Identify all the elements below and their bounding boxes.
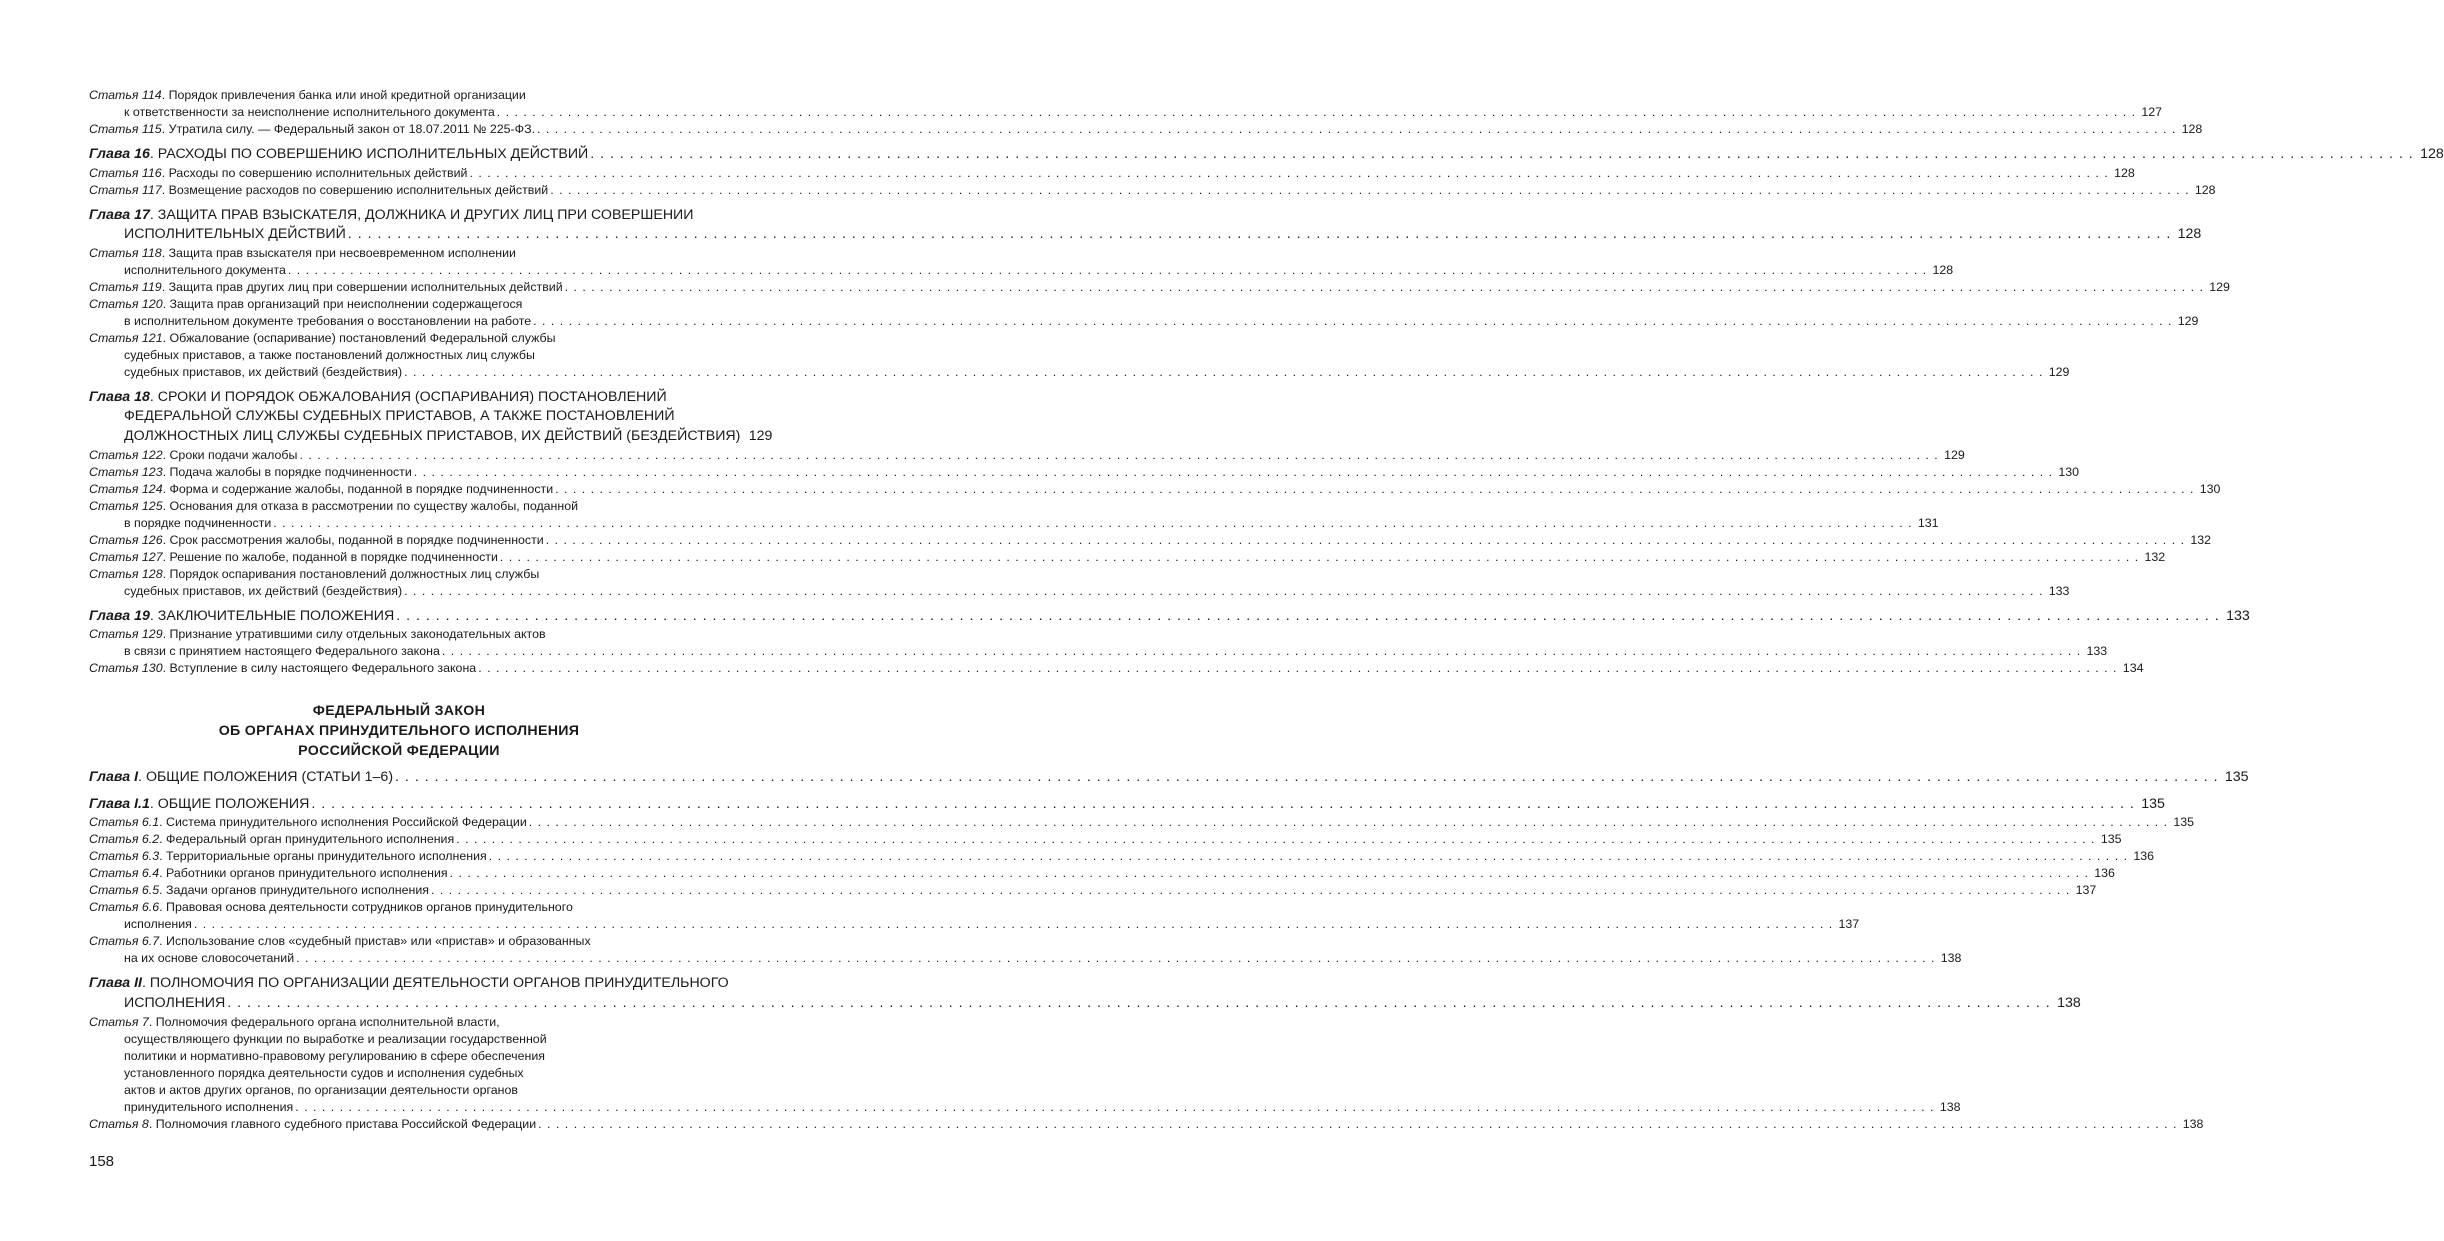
- toc-title-text: на их основе словосочетаний: [124, 951, 295, 966]
- toc-label: Статья 121: [89, 330, 163, 345]
- toc-title-text: СРОКИ И ПОРЯДОК ОБЖАЛОВАНИЯ (ОСПАРИВАНИЯ) ПОСТАНОВЛЕНИЙ: [157, 388, 667, 405]
- toc-page-number: 128: [2181, 122, 2203, 136]
- toc-article[interactable]: [89, 848, 2155, 865]
- toc-title-text: в порядке подчиненности: [124, 515, 272, 530]
- dot-leader: [533, 313, 2172, 330]
- toc-title-text: Порядок оспаривания постановлений должностных лиц службы: [169, 566, 540, 581]
- toc-article[interactable]: [89, 279, 2230, 296]
- toc-title-text: ЗАКЛЮЧИТЕЛЬНЫЕ ПОЛОЖЕНИЯ: [157, 607, 395, 624]
- toc-page-number: 133: [2226, 607, 2250, 624]
- toc-line: Статья 119. Защита прав других лиц при совершении исполнительных действий . . . 129: [89, 279, 709, 296]
- toc-line: Статья 124. Форма и содержание жалобы, поданной в порядке подчиненности . . . 130: [89, 481, 709, 498]
- toc-line: [89, 104, 2163, 121]
- toc-title-text: ОБЩИЕ ПОЛОЖЕНИЯ: [157, 795, 310, 812]
- toc-line: Глава II. ПОЛНОМОЧИЯ ПО ОРГАНИЗАЦИИ ДЕЯТЕЛЬНОСТИ ОРГАНОВ ПРИНУДИТЕЛЬНОГО: [89, 975, 729, 992]
- dot-leader: [500, 549, 2139, 566]
- toc-line: [89, 916, 1860, 933]
- toc-title-text: судебных приставов, их действий (бездействия): [124, 364, 403, 379]
- toc-title-text: исполнения: [124, 917, 192, 932]
- toc-label: Статья 125: [89, 498, 163, 513]
- toc-page-number: 132: [2190, 532, 2212, 547]
- toc-page-number: 132: [2144, 549, 2166, 564]
- toc-line: Статья 114. Порядок привлечения банка или иной кредитной организации: [89, 88, 526, 102]
- dot-leader: [395, 768, 2219, 788]
- toc-title-text: Форма и содержание жалобы, поданной в порядке подчиненности: [169, 481, 554, 496]
- toc-article[interactable]: [89, 549, 2166, 566]
- toc-title-text: Защита прав других лиц при совершении исполнительных действий: [168, 279, 563, 294]
- dot-leader: [273, 515, 1912, 532]
- dot-leader: [456, 831, 2095, 848]
- toc-title-text: принудительного исполнения: [124, 1099, 294, 1114]
- toc-line: [89, 407, 709, 427]
- toc-line: Статья 6.2. Федеральный орган принудительного исполнения . . . 135: [89, 831, 709, 848]
- toc-title-text: ИСПОЛНЕНИЯ: [124, 994, 226, 1011]
- toc-line: Статья 127. Решение по жалобе, поданной в порядке подчиненности . . . 132: [89, 549, 709, 566]
- toc-line: Глава I. ОБЩИЕ ПОЛОЖЕНИЯ (СТАТЬИ 1–6) . . . 135: [89, 768, 709, 788]
- toc-title-text: ИСПОЛНИТЕЛЬНЫХ ДЕЙСТВИЙ: [124, 226, 346, 243]
- toc-article[interactable]: [89, 121, 2203, 138]
- toc-article[interactable]: [89, 566, 2070, 600]
- toc-page-number: 133: [2086, 644, 2108, 659]
- toc-label: Статья 6.4: [89, 866, 160, 881]
- toc-label: Статья 126: [89, 532, 163, 547]
- toc-article[interactable]: [89, 899, 1860, 933]
- law-title-line-3: РОССИЙСКОЙ ФЕДЕРАЦИИ: [298, 743, 500, 760]
- dot-leader: [299, 447, 1938, 464]
- toc-line: [89, 364, 2070, 381]
- toc-title-text: политики и нормативно-правовому регулированию в сфере обеспечения: [124, 1048, 545, 1063]
- toc-line: Статья 7. Полномочия федерального органа исполнительной власти,: [89, 1014, 500, 1029]
- toc-page-number: 129: [2177, 313, 2199, 328]
- dot-leader: [296, 950, 1935, 967]
- toc-line: Статья 6.4. Работники органов принудительного исполнения . . . 136: [89, 865, 709, 882]
- toc-line: Статья 116. Расходы по совершению исполнительных действий . . . 128: [89, 165, 709, 182]
- toc-title-text: РАСХОДЫ ПО СОВЕРШЕНИЮ ИСПОЛНИТЕЛЬНЫХ ДЕЙСТВИЙ: [157, 146, 589, 162]
- dot-leader: [550, 182, 2189, 199]
- toc-label: Статья 115: [89, 122, 162, 136]
- toc-title-text: ФЕДЕРАЛЬНОЙ СЛУЖБЫ СУДЕБНЫХ ПРИСТАВОВ, А ТАКЖЕ ПОСТАНОВЛЕНИЙ: [124, 408, 675, 425]
- dot-leader: [555, 481, 2194, 498]
- toc-label: Глава 17: [89, 206, 150, 223]
- toc-page-number: 135: [2224, 769, 2249, 786]
- toc-title-text: Вступление в силу настоящего Федерального закона: [169, 661, 477, 676]
- dot-leader: [538, 1116, 2177, 1133]
- toc-article[interactable]: [89, 1116, 2204, 1133]
- page-number: 158: [89, 1153, 115, 1170]
- toc-title-text: ДОЛЖНОСТНЫХ ЛИЦ СЛУЖБЫ СУДЕБНЫХ ПРИСТАВОВ, ИХ ДЕЙСТВИЙ (БЕЗДЕЙСТВИЯ): [124, 427, 741, 444]
- toc-page-number: 135: [2173, 815, 2195, 830]
- toc-title-text: ОБЩИЕ ПОЛОЖЕНИЯ (СТАТЬИ 1–6): [145, 769, 394, 786]
- toc-chapter[interactable]: [89, 795, 2165, 815]
- toc-title-text: установленного порядка деятельности судов и исполнения судебных: [124, 1065, 524, 1080]
- toc-label: Статья 6.7: [89, 934, 160, 949]
- toc-title-text: Утратила силу. — Федеральный закон от 18.07.2011 № 225-ФЗ.: [168, 122, 536, 136]
- toc-line: Статья 118. Защита прав взыскателя при несвоевременном исполнении: [89, 245, 516, 260]
- toc-line: [89, 1048, 709, 1065]
- law-title: [89, 701, 709, 761]
- toc-page-number: 130: [2058, 464, 2080, 479]
- toc-line: [89, 1099, 1961, 1116]
- dot-leader: [590, 145, 2414, 165]
- dot-leader: [295, 1099, 1934, 1116]
- toc-page-number: 138: [1940, 951, 1962, 966]
- toc-line: [89, 225, 2202, 245]
- toc-label: Статья 119: [89, 279, 162, 294]
- dot-leader: [227, 994, 2051, 1014]
- dot-leader: [288, 262, 1927, 279]
- toc-line: [89, 427, 773, 447]
- toc-chapter[interactable]: [89, 388, 773, 447]
- toc-article[interactable]: [89, 330, 2070, 381]
- dot-leader: [442, 643, 2081, 660]
- toc-page-number: 129: [2209, 279, 2230, 294]
- toc-title-text: судебных приставов, а также постановлений должностных лиц службы: [124, 347, 535, 362]
- toc-label: Статья 128: [89, 566, 163, 581]
- dot-leader: [311, 795, 2135, 815]
- toc-label: Статья 122: [89, 447, 163, 462]
- toc-page-number: 136: [2094, 866, 2115, 881]
- toc-title-text: ЗАЩИТА ПРАВ ВЗЫСКАТЕЛЯ, ДОЛЖНИКА И ДРУГИХ ЛИЦ ПРИ СОВЕРШЕНИИ: [157, 206, 694, 223]
- toc-title-text: ПОЛНОМОЧИЯ ПО ОРГАНИЗАЦИИ ДЕЯТЕЛЬНОСТИ ОРГАНОВ ПРИНУДИТЕЛЬНОГО: [149, 975, 729, 992]
- toc-title-text: Основания для отказа в рассмотрении по существу жалобы, поданной: [169, 498, 579, 513]
- toc-label: Глава I.1: [89, 795, 150, 812]
- toc-page-number: 138: [2057, 994, 2081, 1011]
- toc-line: Глава 19. ЗАКЛЮЧИТЕЛЬНЫЕ ПОЛОЖЕНИЯ . . . 133: [89, 607, 709, 627]
- toc-page-number: 136: [2133, 849, 2155, 864]
- toc-label: Статья 114: [89, 88, 162, 102]
- toc-line: [89, 643, 2108, 660]
- toc-page-number: 133: [2048, 583, 2070, 598]
- toc-label: Глава I: [89, 769, 139, 786]
- toc-line: Статья 8. Полномочия главного судебного пристава Российской Федерации . . . 138: [89, 1116, 709, 1133]
- toc-line: [89, 262, 1954, 279]
- dot-leader: [489, 848, 2128, 865]
- toc-article[interactable]: [89, 814, 2195, 831]
- toc-title-text: Защита прав взыскателя при несвоевременном исполнении: [168, 245, 516, 260]
- toc-title-text: Правовая основа деятельности сотрудников органов принудительного: [166, 900, 573, 915]
- toc-line: [89, 994, 2081, 1014]
- toc-page-number: 128: [2420, 146, 2444, 162]
- toc-title-text: в связи с принятием настоящего Федерального закона: [124, 644, 440, 659]
- toc-title-text: Сроки подачи жалобы: [169, 447, 298, 462]
- toc-label: Статья 123: [89, 464, 163, 479]
- toc-article[interactable]: [89, 831, 2122, 848]
- toc-title-text: осуществляющего функции по выработке и реализации государственной: [124, 1031, 547, 1046]
- toc-title-text: судебных приставов, их действий (бездействия): [124, 583, 403, 598]
- toc-title-text: Расходы по совершению исполнительных действий: [168, 165, 468, 180]
- toc-line: [89, 347, 709, 364]
- toc-article[interactable]: [89, 933, 1962, 967]
- toc-title-text: Задачи органов принудительного исполнения: [166, 883, 429, 898]
- toc-page-number: 137: [1838, 917, 1860, 932]
- law-title-line-2: ОБ ОРГАНАХ ПРИНУДИТЕЛЬНОГО ИСПОЛНЕНИЯ: [218, 723, 580, 740]
- dot-leader: [450, 865, 2089, 882]
- toc-title-text: Подача жалобы в порядке подчиненности: [169, 464, 412, 479]
- toc-chapter[interactable]: [89, 768, 2249, 788]
- toc-chapter[interactable]: [89, 145, 2444, 165]
- toc-article[interactable]: [89, 481, 2221, 498]
- toc-label: Статья 116: [89, 165, 162, 180]
- toc-title-text: Признание утратившими силу отдельных законодательных актов: [169, 627, 546, 642]
- toc-label: Статья 120: [89, 296, 163, 311]
- toc-page-number: 138: [1939, 1099, 1961, 1114]
- toc-label: Статья 6.1: [89, 815, 160, 830]
- toc-article[interactable]: [89, 296, 2199, 330]
- dot-leader: [404, 583, 2043, 600]
- toc-title-text: исполнительного документа: [124, 262, 286, 277]
- toc-article[interactable]: [89, 87, 2163, 121]
- toc-chapter[interactable]: [89, 607, 2250, 627]
- toc-title-text: Обжалование (оспаривание) постановлений Федеральной службы: [169, 330, 556, 345]
- toc-label: Статья 6.5: [89, 883, 160, 898]
- law-title-line-1: ФЕДЕРАЛЬНЫЙ ЗАКОН: [312, 703, 486, 720]
- toc-article[interactable]: [89, 498, 1939, 532]
- dot-leader: [565, 279, 2204, 296]
- toc-article[interactable]: [89, 532, 2212, 549]
- toc-title-text: Защита прав организаций при неисполнении содержащегося: [169, 296, 523, 311]
- dot-leader: [537, 121, 2176, 138]
- toc-label: Глава 19: [89, 607, 150, 624]
- toc-title-text: Федеральный орган принудительного исполнения: [166, 832, 455, 847]
- toc-title-text: Полномочия федерального органа исполнительной власти,: [155, 1014, 500, 1029]
- toc-page-number: 127: [2141, 105, 2163, 119]
- toc-page-number: 130: [2199, 481, 2221, 496]
- toc-article[interactable]: [89, 1014, 1961, 1116]
- toc-label: Статья 6.6: [89, 900, 160, 915]
- toc-title-text: к ответственности за неисполнение исполнительного документа: [124, 105, 495, 119]
- toc-line: [89, 515, 1939, 532]
- dot-leader: [404, 364, 2043, 381]
- table-of-contents: [89, 87, 2444, 1133]
- toc-line: Статья 130. Вступление в силу настоящего Федерального закона . . . 134: [89, 660, 709, 677]
- toc-article[interactable]: [89, 447, 1965, 464]
- toc-title-text: Использование слов «судебный пристав» или «пристав» и образованных: [166, 934, 591, 949]
- toc-chapter[interactable]: [89, 206, 2202, 245]
- toc-line: Статья 126. Срок рассмотрения жалобы, поданной в порядке подчиненности . . . 132: [89, 532, 709, 549]
- dot-leader: [194, 916, 1833, 933]
- toc-chapter[interactable]: [89, 974, 2081, 1013]
- toc-line: [89, 950, 1962, 967]
- toc-label: Глава 18: [89, 388, 150, 405]
- toc-line: Статья 128. Порядок оспаривания постановлений должностных лиц службы: [89, 566, 540, 581]
- toc-line: [89, 1065, 709, 1082]
- toc-page-number: 129: [748, 427, 773, 444]
- dot-leader: [431, 882, 2070, 899]
- toc-label: Статья 129: [89, 627, 163, 642]
- dot-leader: [414, 464, 2053, 481]
- toc-line: Статья 122. Сроки подачи жалобы . . . 129: [89, 447, 709, 464]
- toc-label: Статья 7: [89, 1014, 149, 1029]
- toc-line: Статья 6.7. Использование слов «судебный пристав» или «пристав» и образованных: [89, 934, 591, 949]
- toc-article[interactable]: [89, 165, 2135, 182]
- dot-leader: [348, 225, 2172, 245]
- toc-page-number: 129: [1944, 447, 1965, 462]
- dot-leader: [546, 532, 2185, 549]
- dot-leader: [497, 104, 2136, 121]
- toc-title-text: Полномочия главного судебного пристава Российской Федерации: [155, 1116, 537, 1131]
- toc-list-law-229: [89, 87, 2444, 677]
- toc-title-text: Решение по жалобе, поданной в порядке подчиненности: [169, 549, 498, 564]
- dot-leader: [469, 165, 2108, 182]
- toc-title-text: Возмещение расходов по совершению исполнительных действий: [168, 182, 549, 197]
- toc-title-text: Работники органов принудительного исполнения: [166, 866, 448, 881]
- toc-line: Статья 121. Обжалование (оспаривание) постановлений Федеральной службы: [89, 330, 556, 345]
- toc-line: Глава 16. РАСХОДЫ ПО СОВЕРШЕНИЮ ИСПОЛНИТЕЛЬНЫХ ДЕЙСТВИЙ . . . 128: [89, 145, 709, 165]
- toc-page-number: 128: [2194, 182, 2216, 197]
- toc-line: Статья 129. Признание утратившими силу отдельных законодательных актов: [89, 627, 546, 642]
- toc-page-number: 131: [1917, 515, 1939, 530]
- toc-label: Статья 118: [89, 245, 162, 260]
- toc-title-text: Территориальные органы принудительного исполнения: [166, 849, 487, 864]
- toc-line: Глава I.1. ОБЩИЕ ПОЛОЖЕНИЯ . . . 135: [89, 795, 709, 815]
- toc-label: Статья 124: [89, 481, 163, 496]
- toc-label: Статья 117: [89, 182, 162, 197]
- toc-line: Статья 117. Возмещение расходов по совершению исполнительных действий . . . 128: [89, 182, 709, 199]
- toc-label: Статья 6.2: [89, 832, 160, 847]
- toc-page-number: 128: [2114, 165, 2135, 180]
- toc-label: Статья 127: [89, 549, 163, 564]
- toc-title-text: Срок рассмотрения жалобы, поданной в порядке подчиненности: [169, 532, 544, 547]
- toc-line: [89, 1031, 709, 1048]
- dot-leader: [529, 814, 2168, 831]
- toc-line: Глава 18. СРОКИ И ПОРЯДОК ОБЖАЛОВАНИЯ (ОСПАРИВАНИЯ) ПОСТАНОВЛЕНИЙ: [89, 388, 667, 405]
- toc-line: Статья 6.1. Система принудительного исполнения Российской Федерации . . . 135: [89, 814, 709, 831]
- toc-line: Статья 6.3. Территориальные органы принудительного исполнения . . . 136: [89, 848, 709, 865]
- toc-line: Статья 6.5. Задачи органов принудительного исполнения . . . 137: [89, 882, 709, 899]
- toc-line: [89, 583, 2070, 600]
- toc-line: Статья 123. Подача жалобы в порядке подчиненности . . . 130: [89, 464, 709, 481]
- toc-article[interactable]: [89, 245, 1954, 279]
- toc-label: Глава II: [89, 975, 142, 992]
- toc-title-text: Порядок привлечения банка или иной кредитной организации: [168, 88, 526, 102]
- toc-label: Статья 130: [89, 661, 163, 676]
- toc-line: [89, 313, 2199, 330]
- toc-label: Статья 6.3: [89, 849, 160, 864]
- toc-page-number: 128: [2177, 226, 2202, 243]
- toc-page-number: 134: [2122, 661, 2144, 676]
- toc-article[interactable]: [89, 865, 2115, 882]
- toc-page-number: 137: [2075, 883, 2097, 898]
- toc-article[interactable]: [89, 626, 2108, 660]
- dot-leader: [396, 607, 2220, 627]
- toc-line: Статья 115. Утратила силу. — Федеральный закон от 18.07.2011 № 225-ФЗ. . . . 128: [89, 121, 709, 138]
- toc-title-text: Система принудительного исполнения Российской Федерации: [166, 815, 527, 830]
- toc-page-number: 135: [2141, 795, 2165, 812]
- toc-article[interactable]: [89, 882, 2097, 899]
- toc-list-law-enforcement-bodies: [89, 768, 2249, 1132]
- toc-label: Статья 8: [89, 1116, 149, 1131]
- toc-page-number: 129: [2048, 364, 2070, 379]
- toc-line: [89, 1082, 709, 1099]
- toc-title-text: в исполнительном документе требования о восстановлении на работе: [124, 313, 532, 328]
- toc-article[interactable]: [89, 660, 2144, 677]
- toc-page-number: 135: [2100, 832, 2122, 847]
- toc-article[interactable]: [89, 464, 2080, 481]
- toc-label: Глава 16: [89, 146, 150, 162]
- toc-title-text: актов и актов других органов, по организации деятельности органов: [124, 1082, 518, 1097]
- toc-article[interactable]: [89, 182, 2216, 199]
- toc-page-number: 138: [2182, 1116, 2204, 1131]
- toc-page-number: 128: [1932, 262, 1954, 277]
- toc-line: Статья 6.6. Правовая основа деятельности сотрудников органов принудительного: [89, 900, 573, 915]
- toc-line: Статья 125. Основания для отказа в рассмотрении по существу жалобы, поданной: [89, 498, 579, 513]
- toc-line: Статья 120. Защита прав организаций при неисполнении содержащегося: [89, 296, 523, 311]
- toc-line: Глава 17. ЗАЩИТА ПРАВ ВЗЫСКАТЕЛЯ, ДОЛЖНИКА И ДРУГИХ ЛИЦ ПРИ СОВЕРШЕНИИ: [89, 206, 694, 223]
- dot-leader: [478, 660, 2117, 677]
